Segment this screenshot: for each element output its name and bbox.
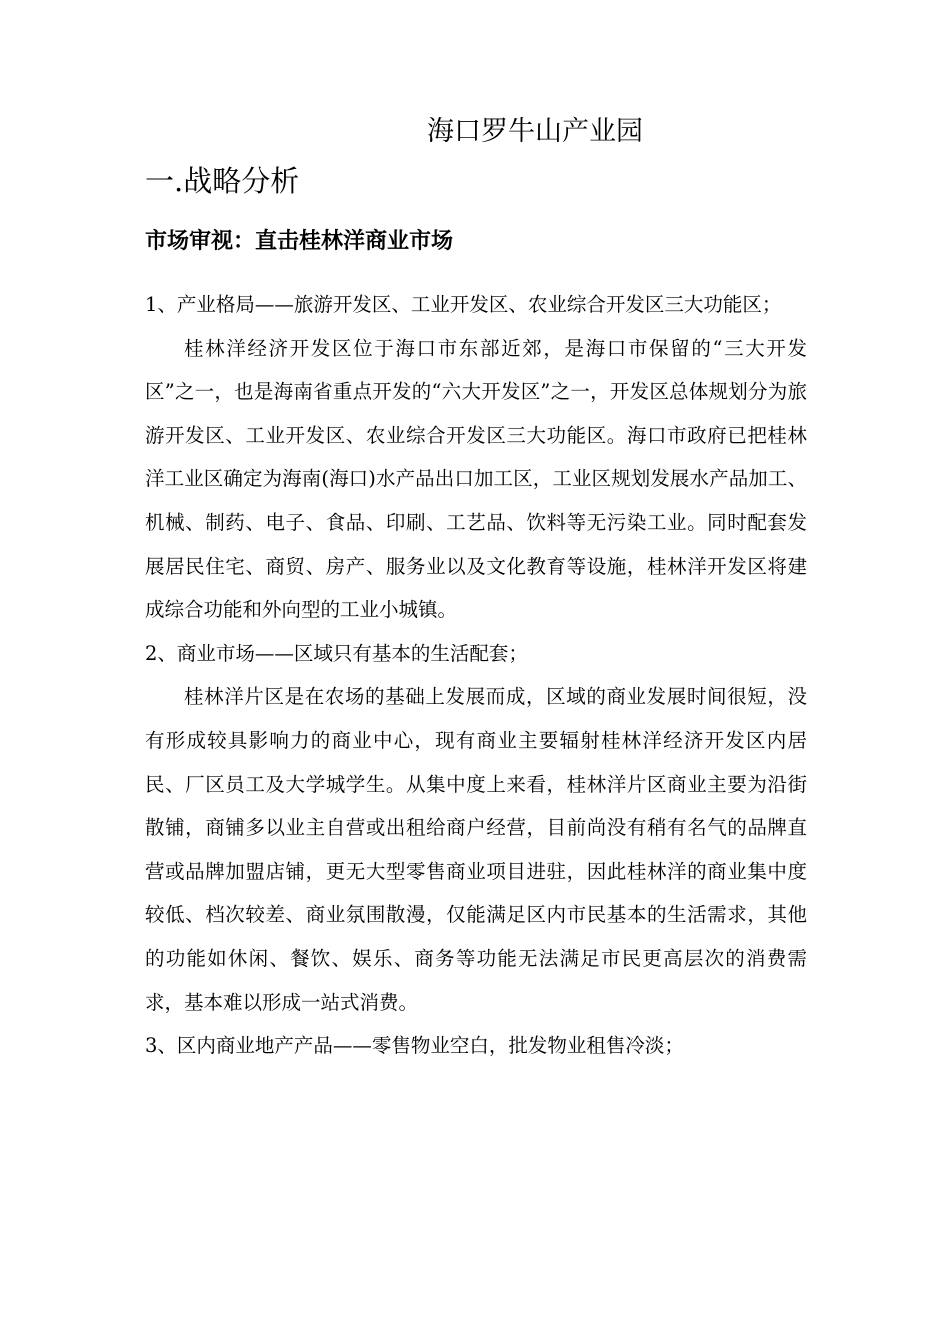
paragraph-industry-layout-heading: 1、产业格局——旅游开发区、工业开发区、农业综合开发区三大功能区； [145, 293, 782, 316]
document-title: 海口罗牛山产业园 [427, 116, 643, 147]
paragraph-commercial-market-heading: 2、商业市场——区域只有基本的生活配套； [145, 641, 528, 665]
sub-heading: 市场审视：直击桂林洋商业市场 [145, 229, 454, 254]
paragraph-commercial-market-body: 桂林洋片区是在农场的基础上发展而成，区域的商业发展时间很短，没有形成较具影响力的商业中心，现有商业主要辐射桂林洋经济开发区内居民、厂区员工及大学城学生。从集中度上来看，桂林洋片区商业主要为沿街散铺，商铺多以业主自营或出租给商户经营，目前尚没有稍有名气的品牌直营或品牌加盟店铺，更无大型零售商业项目进驻，因此桂林洋的商业集中度较低、档次较差、商业氛围散漫，仅能满足区内市民基本的生活需求，其他的功能如休闲、餐饮、娱乐、商务等功能无法满足市民更高层次的消费需求，基本难以形成一站式消费。 [145, 685, 807, 1014]
paragraph-industry-layout-body: 桂林洋经济开发区位于海口市东部近郊，是海口市保留的“三大开发区”之一，也是海南省重点开发的“六大开发区”之一，开发区总体规划分为旅游开发区、工业开发区、农业综合开发区三大功能区。海口市政府已把桂林洋工业区确定为海南(海口)水产品出口加工区，工业区规划发展水产品加工、机械、制药、电子、食品、印刷、工艺品、饮料等无污染工业。同时配套发展居民住宅、商贸、房产、服务业以及文化教育等设施，桂林洋开发区将建成综合功能和外向型的工业小城镇。 [145, 336, 807, 622]
paragraph-commercial-property-heading: 3、区内商业地产产品——零售物业空白，批发物业租售冷淡； [145, 1034, 684, 1058]
section-heading: 一.战略分析 [145, 164, 300, 198]
document-body [145, 283, 807, 1068]
